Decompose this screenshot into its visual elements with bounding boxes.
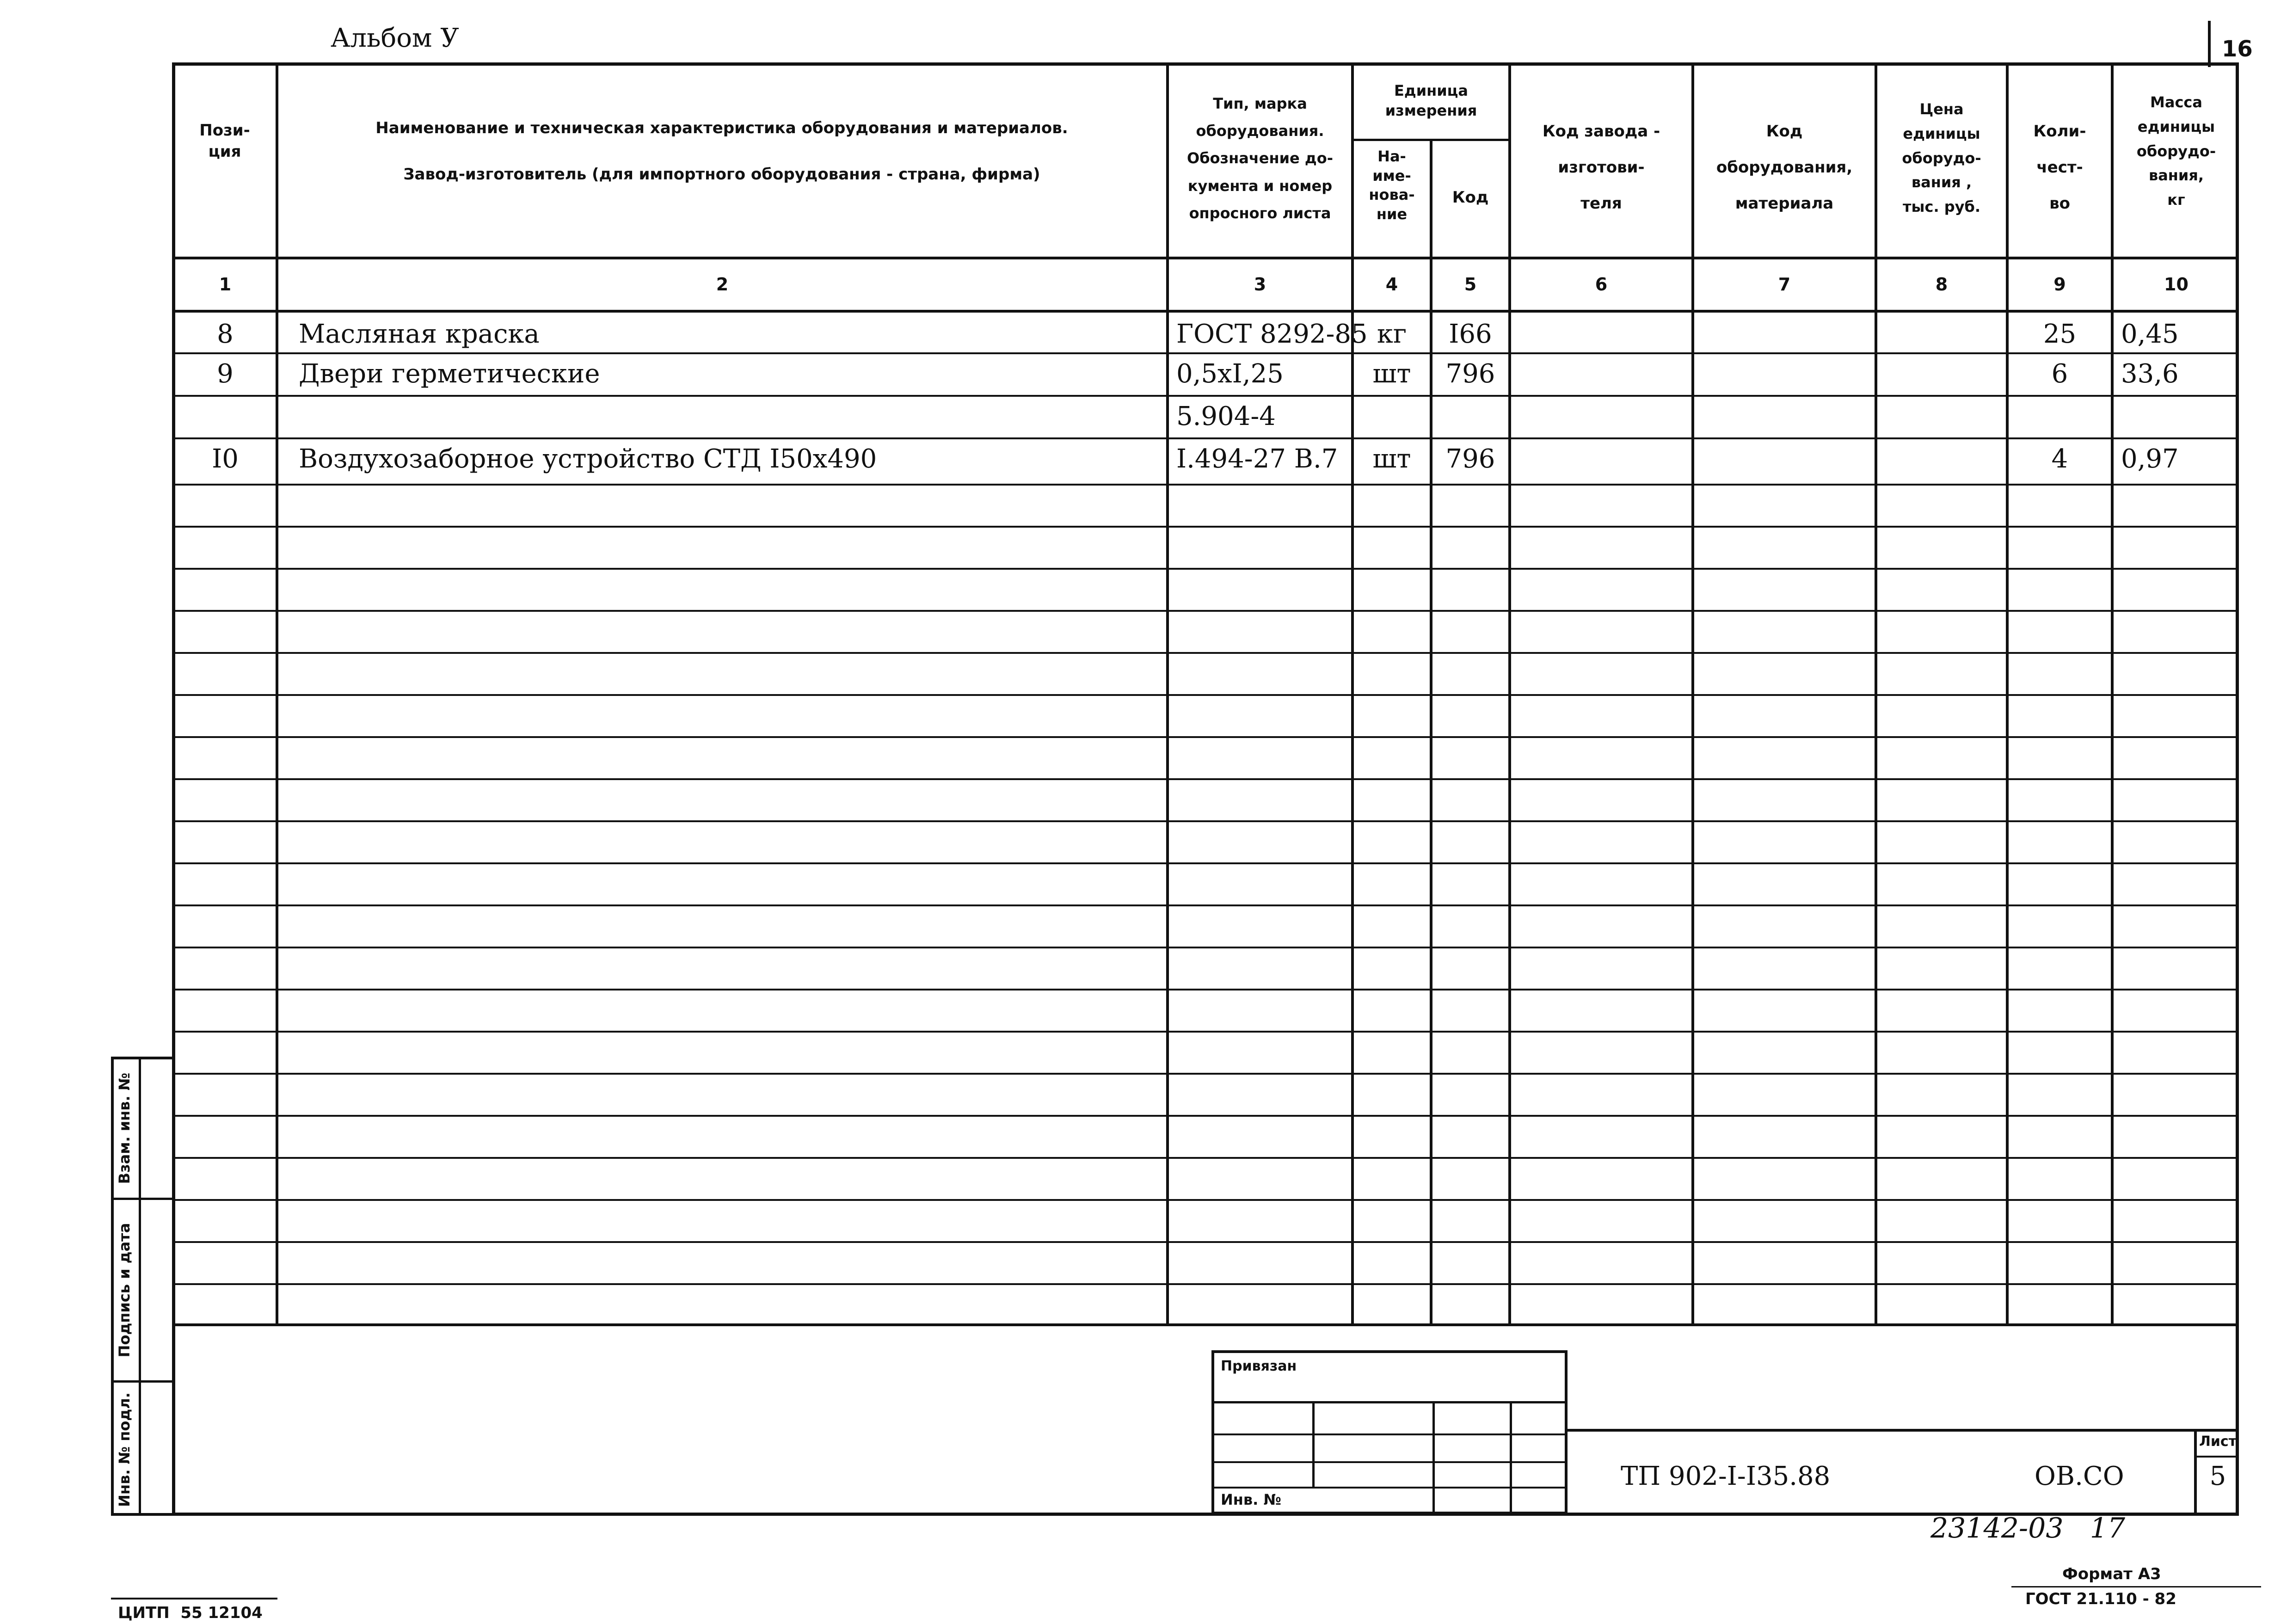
row-line [172,1115,2239,1117]
cell-qty: 4 [2051,444,2068,474]
row-line [172,1199,2239,1201]
header-type: Тип, марка оборудования. Обозначение до- кумента и номер опросного листа [1187,95,1333,222]
bottom-left-line [111,1598,277,1599]
cell-mass: 33,6 [2121,359,2179,389]
column-number-6: 6 [1595,274,1608,295]
column-number-2: 2 [716,274,729,295]
row-line [172,352,2239,354]
stamp-inv-no: Инв. № [1221,1491,1281,1508]
column-number-7: 7 [1778,274,1791,295]
column-number-1: 1 [219,274,232,295]
row-line [172,862,2239,864]
side-label-inv: Инв. № подл. [116,1392,133,1507]
row-line [172,904,2239,906]
header-name-line1: Наименование и техническая характеристика оборудования и материалов. [375,119,1068,137]
table-bottom-line [172,1323,2239,1326]
row-line [172,652,2239,654]
col-line-4 [1430,139,1432,1326]
stamp-vline-3 [1510,1401,1512,1514]
row-line [172,395,2239,397]
header-quantity: Коли- чест- во [2033,122,2086,213]
header-price: Цена единицы оборудо- вания , тыс. руб. [1902,100,1981,216]
column-number-3: 3 [1254,274,1266,295]
header-equipment-code: Код оборудования, материала [1716,122,1853,213]
header-unit-name: На- име- нова- ние [1369,148,1415,223]
row-line [172,1157,2239,1159]
side-label-vzam: Взам. инв. № [116,1072,133,1184]
side-strip-divider [139,1057,141,1516]
header-factory-code: Код завода - изготови- теля [1542,122,1660,213]
cell-unit: шт [1372,359,1411,389]
format-label: Формат А3 [2062,1565,2161,1583]
stamp-line-1 [1211,1401,1568,1403]
cell-name: Воздухозаборное устройство СТД I50х490 [299,444,877,474]
stamp-vline-2 [1432,1401,1435,1514]
row-line [172,437,2239,439]
header-unit-group: Единица измерения [1385,82,1477,120]
row-line [172,526,2239,528]
header-position-text: Пози- ция [199,121,250,161]
header-unit-code: Код [1452,188,1489,207]
header-name-line2: Завод-изготовитель (для импортного оборудования - страна, фирма) [403,165,1040,184]
row-line [172,989,2239,990]
cell-type: ГОСТ 8292-85 [1176,319,1368,349]
column-number-8: 8 [1935,274,1948,295]
cell-pos: 9 [217,359,234,389]
stamp-doc-code: ТП 902-I-I35.88 [1621,1461,1831,1491]
cell-name: Масляная краска [299,319,540,349]
row-line [172,1031,2239,1033]
stamp-line-3 [1211,1461,1568,1463]
gost-label: ГОСТ 21.110 - 82 [2025,1590,2176,1608]
page-number-divider [2208,21,2211,67]
cell-pos: I0 [212,444,239,474]
row-line [172,778,2239,780]
stamp-list-label: Лист [2199,1433,2237,1450]
row-line [172,568,2239,570]
cell-type: 0,5хI,25 [1176,359,1284,389]
stamp-vline-1 [1312,1401,1315,1487]
cell-type: I.494-27 В.7 [1176,444,1338,474]
row-line [172,694,2239,696]
cell-unit: кг [1377,319,1407,349]
bottom-left-code: ЦИТП 55 12104 [118,1604,263,1622]
cell-name: Двери герметические [299,359,600,389]
list-box-line [2194,1456,2239,1458]
format-underline [2011,1586,2261,1587]
column-number-9: 9 [2053,274,2066,295]
row-line [172,1241,2239,1243]
stamp-line-2 [1211,1433,1568,1435]
side-label-podpis: Подпись и дата [116,1223,133,1358]
stamp-line-4 [1211,1487,1568,1489]
row-line [172,947,2239,948]
side-strip-sep-1 [111,1198,175,1200]
stamp-list-number: 5 [2209,1461,2226,1491]
page-number: 16 [2222,36,2253,62]
unit-group-line [1351,139,1508,141]
row-line [172,1073,2239,1075]
album-title: Альбом У [331,23,459,53]
cell-code: 796 [1445,359,1495,389]
cell-type: 5.904-4 [1176,401,1276,431]
cell-unit: шт [1372,444,1411,474]
cell-mass: 0,45 [2121,319,2179,349]
row-line [172,1283,2239,1285]
cell-pos: 8 [217,319,234,349]
cell-code: 796 [1445,444,1495,474]
stamp-privyazan: Привязан [1221,1358,1297,1374]
row-line [172,484,2239,486]
header-mass: Масса единицы оборудо- вания, кг [2136,93,2216,209]
row-line [172,820,2239,822]
row-line [172,610,2239,612]
column-number-4: 4 [1385,274,1398,295]
handwritten-number: 23142-03 17 [1930,1512,2126,1544]
cell-qty: 25 [2043,319,2077,349]
cell-code: I66 [1449,319,1492,349]
cell-mass: 0,97 [2121,444,2179,474]
title-block-line [1568,1429,2239,1432]
column-number-10: 10 [2164,274,2188,295]
colnum-bottom-line [172,310,2239,313]
row-line [172,736,2239,738]
cell-qty: 6 [2051,359,2068,389]
stamp-section: ОВ.СО [2035,1461,2124,1491]
header-bottom-line [172,257,2239,259]
column-number-5: 5 [1464,274,1477,295]
